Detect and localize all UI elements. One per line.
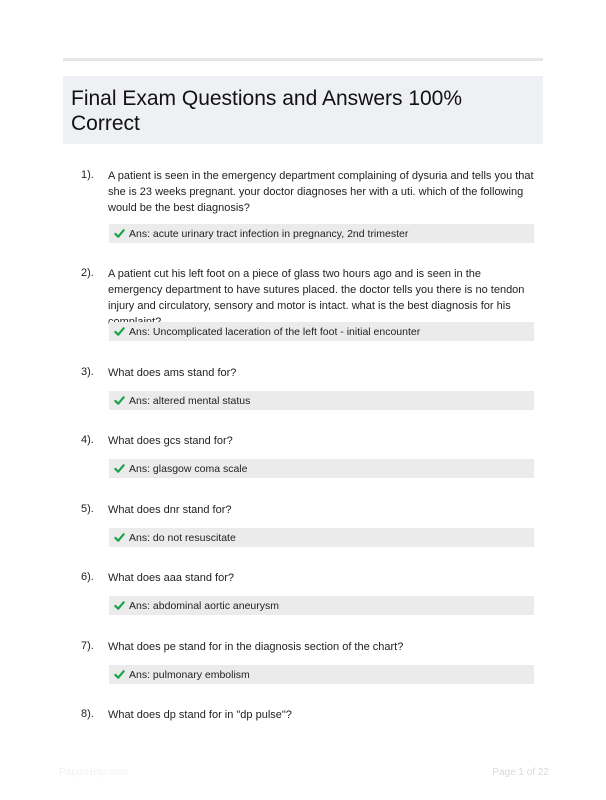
answer-text: Ans: abdominal aortic aneurysm <box>129 599 279 612</box>
checkmark-icon <box>114 669 125 680</box>
question-number: 5). <box>81 503 94 515</box>
answer-text: Ans: do not resuscitate <box>129 531 236 544</box>
question-number: 3). <box>81 366 94 378</box>
answer-text: Ans: pulmonary embolism <box>129 668 250 681</box>
question-text: What does gcs stand for? <box>108 435 233 447</box>
checkmark-icon <box>114 600 125 611</box>
question-number: 6). <box>81 571 94 583</box>
answer-box <box>109 224 534 243</box>
answer-box <box>109 528 534 547</box>
footer-watermark: PaperHelp.com <box>59 767 128 778</box>
page-indicator: Page 1 of 22 <box>492 767 549 778</box>
answer-box <box>109 665 534 684</box>
question-number: 7). <box>81 640 94 652</box>
question-text: What does pe stand for in the diagnosis section of the chart? <box>108 641 404 653</box>
checkmark-icon <box>114 395 125 406</box>
question-number: 1). <box>81 169 94 181</box>
question-text: A patient is seen in the emergency department complaining of dysuria and tells you that she is 23 weeks pregnant. your doctor diagnoses her with a uti. which of the following would be the best diagnosis? <box>108 170 534 214</box>
question-text: What does dnr stand for? <box>108 504 232 516</box>
answer-box <box>109 596 534 615</box>
checkmark-icon <box>114 326 125 337</box>
answer-text: Ans: altered mental status <box>129 394 251 407</box>
document-title: Final Exam Questions and Answers 100% Correct <box>71 87 463 135</box>
answer-text: Ans: Uncomplicated laceration of the left foot - initial encounter <box>129 325 421 338</box>
top-divider <box>63 58 543 61</box>
answer-text: Ans: acute urinary tract infection in pregnancy, 2nd trimester <box>129 227 409 240</box>
checkmark-icon <box>114 463 125 474</box>
question-number: 2). <box>81 267 94 279</box>
answer-box <box>109 459 534 478</box>
question-text: A patient cut his left foot on a piece of glass two hours ago and is seen in the emergency department to have sutures placed. the doctor tells you there is no tendon injury and circulatory, sensory and motor is intact. what is the best diagnosis for his <box>108 268 525 312</box>
answer-box <box>109 322 534 341</box>
question-text: What does aaa stand for? <box>108 572 234 584</box>
question-number: 4). <box>81 434 94 446</box>
checkmark-icon <box>114 532 125 543</box>
question-text: What does ams stand for? <box>108 367 237 379</box>
question-text: What does dp stand for in "dp pulse"? <box>108 709 292 721</box>
question-number: 8). <box>81 708 94 720</box>
answer-text: Ans: glasgow coma scale <box>129 462 248 475</box>
answer-box <box>109 391 534 410</box>
title-banner <box>63 76 543 144</box>
checkmark-icon <box>114 228 125 239</box>
